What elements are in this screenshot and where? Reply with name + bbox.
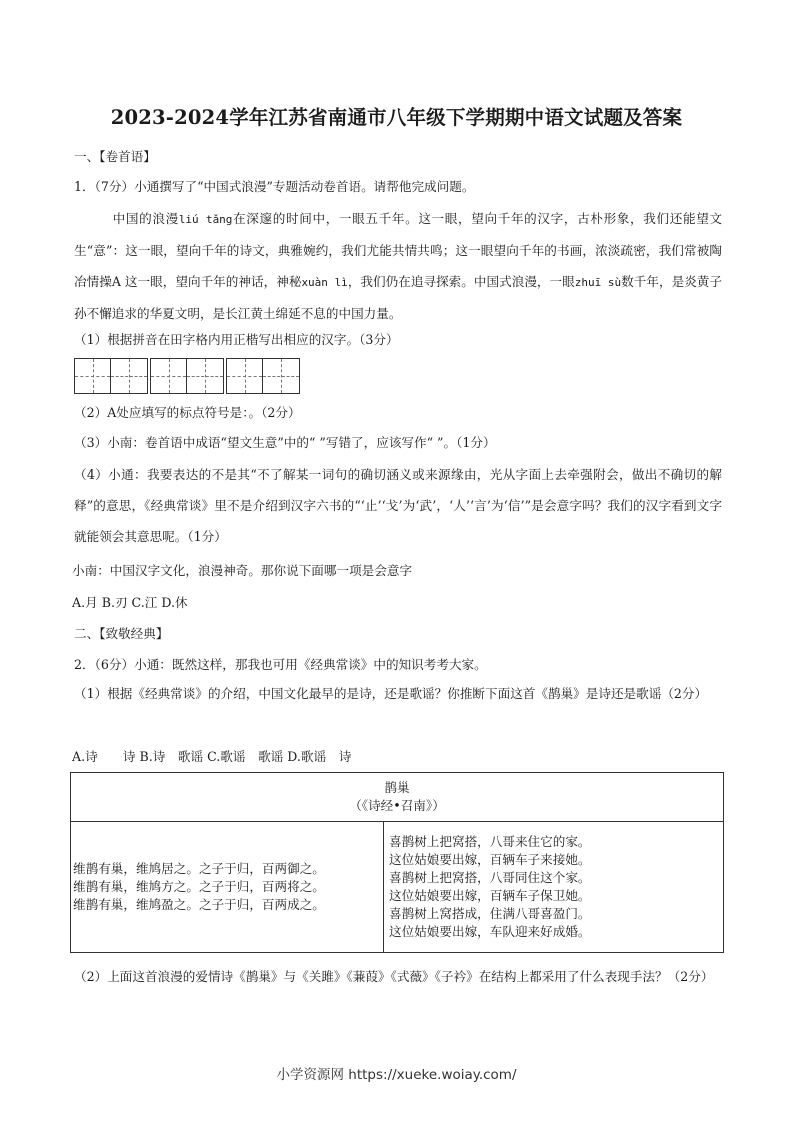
question-1-sub-1: （1）根据拼音在田字格内用正楷写出相应的汉字。（3分） — [74, 332, 399, 347]
poem-translation-line: 喜鹊树上把窝搭，八哥同住这个家。 — [389, 870, 591, 885]
tianzige-grid — [74, 358, 302, 394]
question-2-sub-2: （2）上面这首浪漫的爱情诗《鹊巢》与《关雎》《蒹葭》《式薇》《子衿》在结构上都采用了什么表现手法？（2分） — [74, 969, 714, 984]
passage-part-1: 中国的浪漫 — [112, 211, 179, 226]
question-1-sub-3: （3）小南：卷首语中成语“望文生意”中的“ ”写错了，应该写作“ ”。（1分） — [74, 435, 496, 450]
tianzige-block-1 — [74, 358, 148, 394]
section-heading-1: 一、【卷首语】 — [74, 149, 156, 164]
tianzige-cell[interactable] — [263, 359, 299, 393]
question-1-sub-2: （2）A处应填写的标点符号是：。（2分） — [74, 405, 301, 420]
tianzige-cell[interactable] — [75, 359, 111, 393]
poem-translation-line: 喜鹊树上窝搭成，住满八哥喜盈门。 — [389, 906, 591, 921]
poem-source: （《诗经•召南》） — [349, 798, 445, 813]
poem-translation — [384, 822, 724, 953]
pinyin-3: zhuī sù — [574, 276, 622, 289]
question-1-sub-4: （4）小通：我要表达的不是其“不了解某一词句的确切涵义或来源缘由，光从字面上去牵强附会，做出不确切的解释”的意思，《经典常谈》里不是介绍到汉字六书的“‘止’‘戈’为‘武’，‘人’‘言’为‘信’”是会意字吗？我们的汉字看到文字就能领会其意思呢。（1分） — [74, 467, 722, 544]
poem-original — [71, 822, 384, 953]
question-1-options: A.月 B.刃 C.江 D.休 — [72, 595, 188, 610]
poem-table — [70, 772, 724, 953]
tianzige-block-2 — [150, 358, 224, 394]
tianzige-cell[interactable] — [227, 359, 263, 393]
poem-translation-line: 喜鹊树上把窝搭，八哥来住它的家。 — [389, 834, 591, 849]
poem-original-line: 维鹊有巢，维鸠居之。之子于归，百两御之。 — [73, 861, 325, 876]
footer-watermark: 小学资源网 https://xueke.woiay.com/ — [276, 1067, 517, 1083]
tianzige-cell[interactable] — [111, 359, 147, 393]
section-heading-2: 二、【致敬经典】 — [74, 626, 169, 641]
poem-header — [71, 773, 724, 822]
poem-translation-line: 这位姑娘要出嫁，百辆车子来接她。 — [389, 852, 591, 867]
pinyin-2: xuàn lì — [301, 276, 348, 289]
page-title: 2023-2024学年江苏省南通市八年级下学期期中语文试题及答案 — [110, 106, 683, 129]
question-2-sub-1: （1）根据《经典常谈》的介绍，中国文化最早的是诗，还是歌谣？你推断下面这首《鹊巢》是诗还是歌谣（2分） — [74, 686, 708, 701]
poem-translation-line: 这位姑娘要出嫁，百辆车子保卫她。 — [389, 888, 591, 903]
tianzige-cell[interactable] — [187, 359, 223, 393]
question-1-passage — [74, 203, 722, 329]
question-2-options: A.诗 诗 B.诗 歌谣 C.歌谣 歌谣 D.歌谣 诗 — [72, 749, 352, 764]
poem-translation-line: 这位姑娘要出嫁，车队迎来好成婚。 — [389, 924, 591, 939]
passage-part-3: ，我们仍在追寻探索。中国式浪漫，一眼 — [347, 274, 575, 289]
tianzige-cell[interactable] — [151, 359, 187, 393]
pinyin-1: liú tǎng — [178, 213, 233, 226]
passage-part-4: 数千年，是炎黄子孙不懈追求的华夏文明，是长江黄土绵延不息的中国力量。 — [74, 274, 722, 321]
question-1-stem: 1．（7分）小通撰写了“中国式浪漫”专题活动卷首语。请帮他完成问题。 — [74, 179, 475, 194]
question-1-sub-4-reply: 小南：中国汉字文化，浪漫神奇。那你说下面哪一项是会意字 — [72, 563, 413, 578]
poem-title: 鹊巢 — [384, 780, 410, 795]
passage-part-2: 在深邃的时间中，一眼五千年。这一眼，望向千年的汉字，古朴形象，我们还能望文生“意”：这一眼，望向千年的诗文，典雅婉约，我们尤能共情共鸣；这一眼望向千年的书画，浓淡疏密，我们常被陶冶情操A 这一眼，望向千年的神话，神秘 — [74, 211, 723, 289]
poem-original-line: 维鹊有巢，维鸠盈之。之子于归，百两成之。 — [73, 897, 325, 912]
question-2-stem: 2．（6分）小通：既然这样，那我也可用《经典常谈》中的知识考考大家。 — [74, 657, 487, 672]
poem-original-line: 维鹊有巢，维鸠方之。之子于归，百两将之。 — [73, 879, 325, 894]
tianzige-block-3 — [226, 358, 300, 394]
